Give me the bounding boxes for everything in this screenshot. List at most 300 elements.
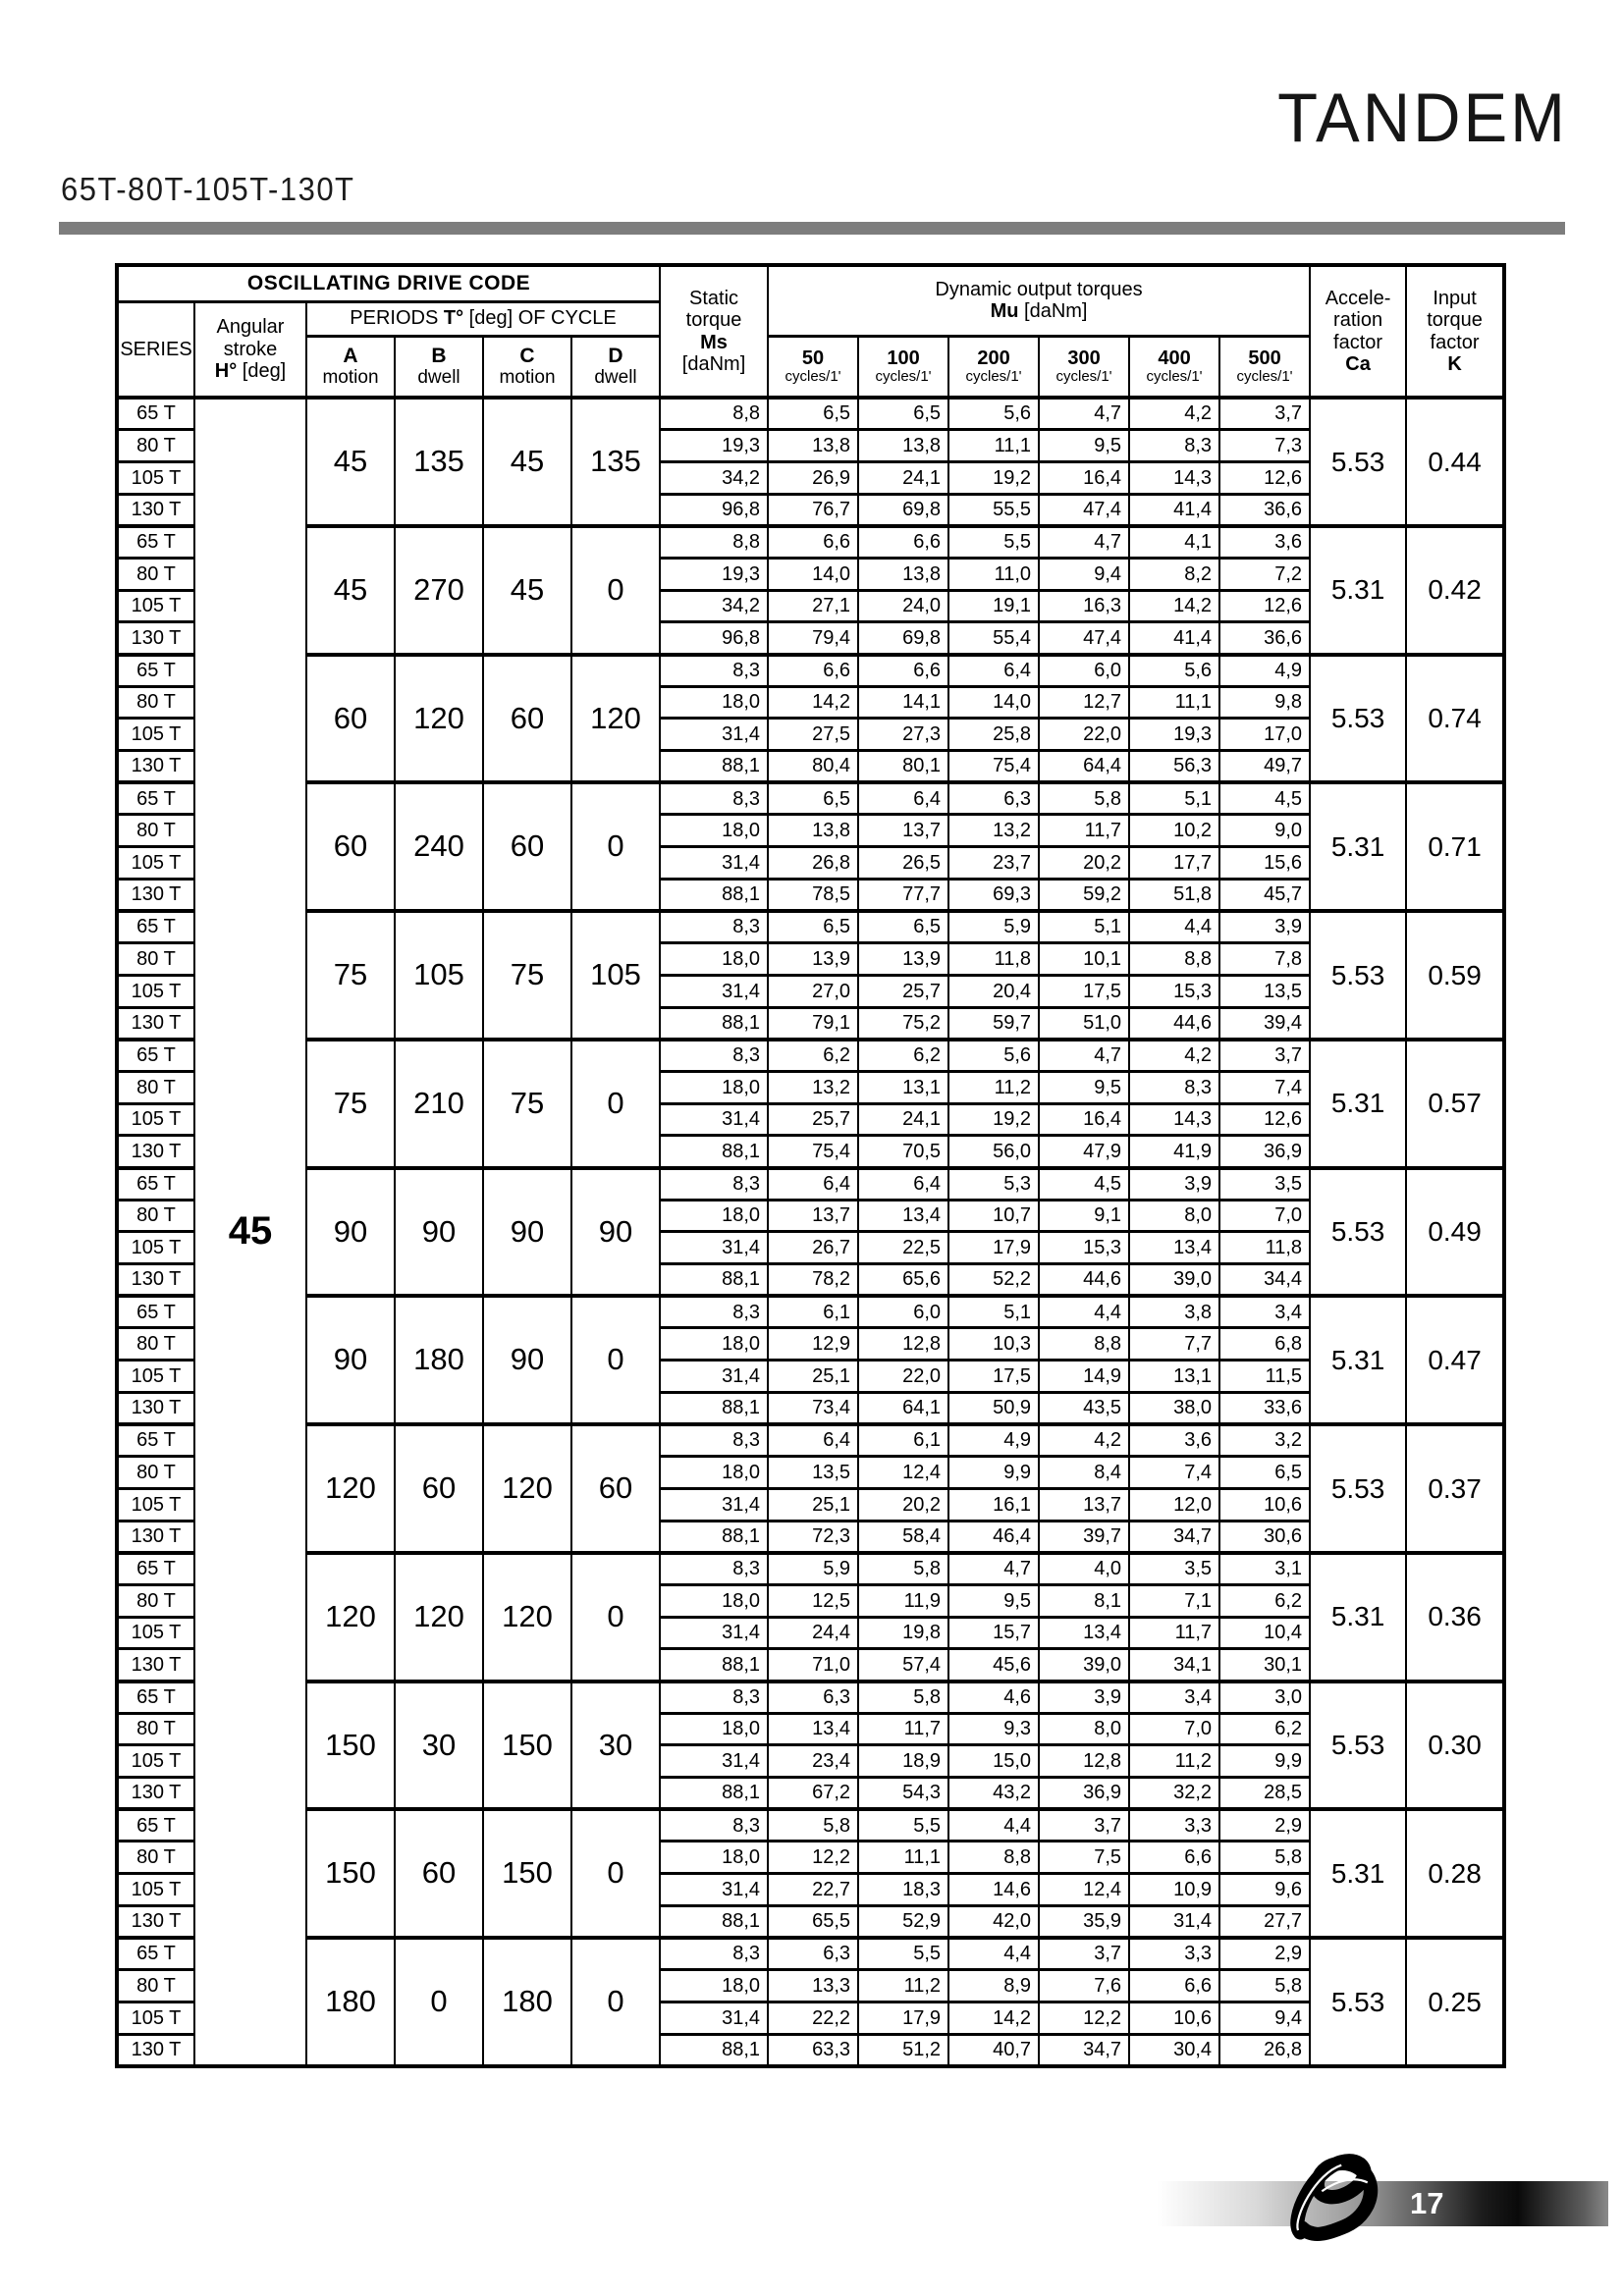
dynamic-torque-value: 52,2	[948, 1264, 1039, 1297]
series-label: 65 T	[117, 398, 194, 430]
series-label: 65 T	[117, 1553, 194, 1585]
period-d-value: 0	[571, 1296, 660, 1424]
static-torque-symbol: Ms	[700, 331, 728, 353]
period-d-value: 60	[571, 1424, 660, 1553]
table-row	[117, 526, 1504, 559]
series-label: 80 T	[117, 1071, 194, 1103]
cycles-number: 50	[801, 347, 825, 369]
input-line3: factor	[1430, 331, 1480, 353]
dynamic-torque-value: 41,4	[1129, 494, 1219, 526]
dynamic-torque-value: 80,1	[858, 751, 948, 783]
series-label: 105 T	[117, 590, 194, 622]
period-a-value: 45	[306, 398, 395, 526]
cycles-col-header-500	[1219, 336, 1310, 398]
cycles-col-header-300	[1039, 336, 1129, 398]
dynamic-torque-value: 5,8	[1219, 1842, 1310, 1874]
dynamic-torque-value: 43,5	[1039, 1392, 1129, 1424]
static-torque-value: 8,3	[660, 1682, 768, 1714]
dynamic-torque-value: 20,2	[1039, 847, 1129, 880]
dynamic-torque-value: 12,2	[768, 1842, 858, 1874]
dynamic-torque-value: 8,0	[1129, 1200, 1219, 1232]
dynamic-torque-value: 13,1	[858, 1071, 948, 1103]
period-b-value: 180	[395, 1296, 483, 1424]
series-label: 105 T	[117, 461, 194, 494]
dynamic-torque-value: 26,8	[768, 847, 858, 880]
dynamic-torque-value: 6,6	[1129, 1842, 1219, 1874]
period-c-value: 60	[483, 782, 571, 911]
dynamic-torque-value: 27,7	[1219, 1905, 1310, 1938]
period-d-value: 90	[571, 1168, 660, 1297]
dynamic-torque-value: 12,2	[1039, 2002, 1129, 2034]
dynamic-torque-value: 65,6	[858, 1264, 948, 1297]
series-label: 130 T	[117, 1136, 194, 1168]
input-torque-factor-value: 0.30	[1406, 1682, 1504, 1810]
period-b-value: 90	[395, 1168, 483, 1297]
dynamic-torque-value: 16,4	[1039, 461, 1129, 494]
dynamic-torque-value: 47,4	[1039, 494, 1129, 526]
dynamic-torque-value: 6,2	[1219, 1584, 1310, 1617]
dynamic-torque-value: 9,8	[1219, 686, 1310, 719]
dynamic-torque-value: 50,9	[948, 1392, 1039, 1424]
period-c-value: 75	[483, 1040, 571, 1168]
dynamic-torque-value: 3,9	[1129, 1168, 1219, 1201]
period-b-value: 105	[395, 911, 483, 1040]
dynamic-torque-value: 6,5	[768, 398, 858, 430]
dynamic-torque-value: 9,5	[1039, 430, 1129, 462]
dynamic-torque-value: 15,3	[1039, 1232, 1129, 1264]
dynamic-torque-value: 10,1	[1039, 943, 1129, 976]
dynamic-torque-value: 22,0	[1039, 719, 1129, 751]
dynamic-torque-value: 34,1	[1129, 1649, 1219, 1682]
static-torque-value: 34,2	[660, 461, 768, 494]
static-torque-value: 18,0	[660, 1842, 768, 1874]
dynamic-torque-value: 13,2	[768, 1071, 858, 1103]
dynamic-torque-value: 14,1	[858, 686, 948, 719]
dynamic-torque-value: 4,6	[948, 1682, 1039, 1714]
input-torque-factor-header	[1406, 265, 1504, 398]
acceleration-factor-value: 5.53	[1310, 911, 1406, 1040]
dynamic-torque-value: 17,7	[1129, 847, 1219, 880]
dynamic-torque-value: 24,4	[768, 1617, 858, 1649]
dynamic-torque-value: 8,2	[1129, 558, 1219, 590]
brand-logo-knot-icon	[1284, 2148, 1394, 2250]
dynamic-torque-value: 6,5	[768, 782, 858, 815]
dynamic-torque-value: 3,5	[1219, 1168, 1310, 1201]
dynamic-torque-value: 17,0	[1219, 719, 1310, 751]
dynamic-torque-value: 75,4	[768, 1136, 858, 1168]
dynamic-torque-value: 13,5	[768, 1457, 858, 1489]
dynamic-torque-value: 5,5	[858, 1938, 948, 1970]
dynamic-torque-value: 22,2	[768, 2002, 858, 2034]
static-torque-value: 19,3	[660, 430, 768, 462]
dynamic-torque-value: 18,3	[858, 1874, 948, 1906]
dynamic-torque-value: 14,3	[1129, 1103, 1219, 1136]
accel-line2: ration	[1333, 309, 1383, 332]
dynamic-torque-value: 27,0	[768, 975, 858, 1007]
series-label: 105 T	[117, 719, 194, 751]
dynamic-torque-value: 78,2	[768, 1264, 858, 1297]
dynamic-torque-value: 79,4	[768, 622, 858, 655]
series-label: 80 T	[117, 815, 194, 847]
series-label: 80 T	[117, 1842, 194, 1874]
period-col-header-c	[483, 336, 571, 398]
dynamic-torque-value: 24,1	[858, 461, 948, 494]
dynamic-torque-value: 45,6	[948, 1649, 1039, 1682]
dynamic-torque-value: 3,8	[1129, 1296, 1219, 1328]
dynamic-torque-value: 4,7	[1039, 398, 1129, 430]
torque-table	[115, 263, 1506, 2068]
dynamic-torque-value: 5,8	[1039, 782, 1129, 815]
dynamic-torque-value: 9,9	[1219, 1745, 1310, 1778]
angular-symbol-line: H° [deg]	[214, 359, 287, 382]
dynamic-torque-value: 39,7	[1039, 1521, 1129, 1553]
series-label: 80 T	[117, 686, 194, 719]
dynamic-torque-value: 19,3	[1129, 719, 1219, 751]
table-row	[117, 911, 1504, 943]
acceleration-factor-value: 5.53	[1310, 655, 1406, 783]
period-c-value: 45	[483, 398, 571, 526]
dynamic-torque-value: 26,7	[768, 1232, 858, 1264]
dynamic-torque-value: 17,9	[948, 1232, 1039, 1264]
dynamic-torque-value: 11,2	[858, 1970, 948, 2002]
dynamic-torque-value: 11,9	[858, 1584, 948, 1617]
period-c-value: 75	[483, 911, 571, 1040]
series-label: 65 T	[117, 1809, 194, 1842]
dynamic-torque-value: 36,6	[1219, 622, 1310, 655]
dynamic-torque-value: 46,4	[948, 1521, 1039, 1553]
dynamic-torque-value: 28,5	[1219, 1778, 1310, 1810]
cycles-unit: cycles/1'	[875, 368, 932, 386]
dynamic-torque-value: 44,6	[1129, 1007, 1219, 1040]
dynamic-torque-value: 12,4	[1039, 1874, 1129, 1906]
static-torque-value: 88,1	[660, 879, 768, 911]
static-torque-value: 18,0	[660, 1328, 768, 1361]
dynamic-torque-value: 7,0	[1219, 1200, 1310, 1232]
series-label: 80 T	[117, 1584, 194, 1617]
dynamic-torque-value: 3,7	[1039, 1938, 1129, 1970]
dynamic-torque-value: 26,8	[1219, 2034, 1310, 2066]
dynamic-torque-value: 7,6	[1039, 1970, 1129, 2002]
series-label: 65 T	[117, 655, 194, 687]
oscillating-drive-code-header: OSCILLATING DRIVE CODE	[117, 265, 660, 301]
angular-line2: stroke	[223, 338, 278, 360]
acceleration-factor-value: 5.31	[1310, 526, 1406, 655]
period-d-value: 30	[571, 1682, 660, 1810]
dynamic-torque-value: 13,3	[768, 1970, 858, 2002]
dynamic-torque-value: 13,1	[1129, 1361, 1219, 1393]
period-sub: dwell	[594, 367, 637, 389]
dynamic-torque-value: 11,8	[948, 943, 1039, 976]
series-label: 105 T	[117, 1745, 194, 1778]
dynamic-torque-value: 9,5	[948, 1584, 1039, 1617]
dynamic-torque-value: 57,4	[858, 1649, 948, 1682]
dynamic-torque-value: 38,0	[1129, 1392, 1219, 1424]
dynamic-torque-value: 72,3	[768, 1521, 858, 1553]
static-torque-value: 8,3	[660, 1296, 768, 1328]
dynamic-torque-value: 6,4	[858, 782, 948, 815]
dynamic-torque-value: 6,8	[1219, 1328, 1310, 1361]
static-torque-value: 31,4	[660, 1745, 768, 1778]
dynamic-torque-value: 27,3	[858, 719, 948, 751]
period-c-value: 150	[483, 1809, 571, 1938]
dynamic-torque-value: 11,1	[948, 430, 1039, 462]
series-label: 105 T	[117, 975, 194, 1007]
acceleration-factor-value: 5.53	[1310, 1424, 1406, 1553]
dynamic-torque-value: 6,6	[768, 526, 858, 559]
dynamic-torque-value: 54,3	[858, 1778, 948, 1810]
period-a-value: 150	[306, 1809, 395, 1938]
series-label: 80 T	[117, 558, 194, 590]
dynamic-torque-value: 3,7	[1219, 398, 1310, 430]
dynamic-torque-value: 8,8	[1039, 1328, 1129, 1361]
acceleration-factor-header	[1310, 265, 1406, 398]
table-row	[117, 1553, 1504, 1585]
dynamic-torque-value: 12,4	[858, 1457, 948, 1489]
static-torque-value: 8,3	[660, 1553, 768, 1585]
dynamic-torque-value: 25,7	[858, 975, 948, 1007]
dynamic-torque-value: 30,1	[1219, 1649, 1310, 1682]
cycles-unit: cycles/1'	[1146, 368, 1203, 386]
dynamic-torque-value: 13,9	[768, 943, 858, 976]
dynamic-torque-value: 33,6	[1219, 1392, 1310, 1424]
static-torque-value: 88,1	[660, 1264, 768, 1297]
input-torque-factor-value: 0.74	[1406, 655, 1504, 783]
dynamic-torque-value: 64,1	[858, 1392, 948, 1424]
dynamic-torque-value: 59,2	[1039, 879, 1129, 911]
acceleration-factor-value: 5.31	[1310, 1809, 1406, 1938]
series-label: 65 T	[117, 1424, 194, 1457]
static-torque-value: 18,0	[660, 686, 768, 719]
dynamic-torque-value: 6,2	[1219, 1713, 1310, 1745]
brand-title: TANDEM	[1277, 80, 1568, 157]
dynamic-torque-value: 73,4	[768, 1392, 858, 1424]
dynamic-torque-value: 58,4	[858, 1521, 948, 1553]
dynamic-torque-value: 6,3	[768, 1682, 858, 1714]
cycles-number: 100	[887, 347, 920, 369]
dynamic-torque-value: 13,7	[858, 815, 948, 847]
static-torque-value: 88,1	[660, 2034, 768, 2066]
cycles-number: 400	[1158, 347, 1191, 369]
dynamic-torque-value: 6,2	[768, 1040, 858, 1072]
period-col-header-a	[306, 336, 395, 398]
period-c-value: 120	[483, 1424, 571, 1553]
static-torque-value: 88,1	[660, 1778, 768, 1810]
angular-stroke-header	[194, 301, 306, 398]
dynamic-torque-value: 25,1	[768, 1488, 858, 1521]
dynamic-torque-value: 8,1	[1039, 1584, 1129, 1617]
dynamic-torque-value: 14,6	[948, 1874, 1039, 1906]
dynamic-torque-value: 19,8	[858, 1617, 948, 1649]
dynamic-torque-value: 25,8	[948, 719, 1039, 751]
period-d-value: 0	[571, 1809, 660, 1938]
static-torque-value: 8,3	[660, 1938, 768, 1970]
period-b-value: 0	[395, 1938, 483, 2066]
dynamic-torque-value: 3,6	[1219, 526, 1310, 559]
static-torque-unit: [daNm]	[681, 352, 746, 375]
dynamic-torque-value: 64,4	[1039, 751, 1129, 783]
acceleration-factor-value: 5.53	[1310, 1938, 1406, 2066]
dynamic-torque-value: 7,0	[1129, 1713, 1219, 1745]
series-label: 105 T	[117, 1361, 194, 1393]
dynamic-torque-value: 14,2	[768, 686, 858, 719]
dynamic-torque-value: 13,4	[858, 1200, 948, 1232]
period-d-value: 0	[571, 782, 660, 911]
dynamic-torque-value: 6,6	[858, 655, 948, 687]
dynamic-torques-symbol-line: Mu [daNm]	[990, 300, 1088, 323]
dynamic-torque-value: 9,0	[1219, 815, 1310, 847]
dynamic-torque-value: 6,4	[768, 1424, 858, 1457]
period-a-value: 75	[306, 911, 395, 1040]
dynamic-torque-value: 10,7	[948, 1200, 1039, 1232]
dynamic-torque-value: 12,7	[1039, 686, 1129, 719]
dynamic-torque-value: 6,3	[948, 782, 1039, 815]
dynamic-torque-value: 13,4	[1039, 1617, 1129, 1649]
dynamic-torque-value: 3,3	[1129, 1938, 1219, 1970]
period-a-value: 90	[306, 1296, 395, 1424]
dynamic-torque-value: 80,4	[768, 751, 858, 783]
dynamic-torque-value: 25,1	[768, 1361, 858, 1393]
static-torque-value: 31,4	[660, 847, 768, 880]
series-label: 65 T	[117, 1938, 194, 1970]
dynamic-torque-value: 8,4	[1039, 1457, 1129, 1489]
static-torque-value: 88,1	[660, 1649, 768, 1682]
dynamic-torque-value: 13,7	[1039, 1488, 1129, 1521]
dynamic-torque-value: 6,6	[768, 655, 858, 687]
static-torque-value: 31,4	[660, 1617, 768, 1649]
static-torque-value: 18,0	[660, 943, 768, 976]
dynamic-torque-value: 16,3	[1039, 590, 1129, 622]
series-label: 65 T	[117, 911, 194, 943]
period-a-value: 150	[306, 1682, 395, 1810]
dynamic-torque-value: 7,4	[1129, 1457, 1219, 1489]
dynamic-torque-value: 24,0	[858, 590, 948, 622]
series-label: 65 T	[117, 1296, 194, 1328]
dynamic-torque-value: 17,5	[1039, 975, 1129, 1007]
series-label: 65 T	[117, 526, 194, 559]
dynamic-torque-value: 41,9	[1129, 1136, 1219, 1168]
dynamic-torque-value: 59,7	[948, 1007, 1039, 1040]
dynamic-torque-value: 5,8	[1219, 1970, 1310, 2002]
acceleration-factor-value: 5.53	[1310, 1168, 1406, 1297]
dynamic-torque-value: 3,0	[1219, 1682, 1310, 1714]
series-label: 130 T	[117, 1392, 194, 1424]
dynamic-torque-value: 34,7	[1039, 2034, 1129, 2066]
dynamic-torque-value: 7,2	[1219, 558, 1310, 590]
series-label: 105 T	[117, 1617, 194, 1649]
static-torque-line2: torque	[685, 309, 742, 332]
dynamic-torque-value: 5,6	[948, 398, 1039, 430]
dynamic-torque-value: 22,5	[858, 1232, 948, 1264]
cycles-unit: cycles/1'	[965, 368, 1022, 386]
table-row	[117, 1296, 1504, 1328]
period-b-value: 30	[395, 1682, 483, 1810]
cycles-col-header-50	[768, 336, 858, 398]
dynamic-torque-value: 4,4	[948, 1938, 1039, 1970]
static-torque-value: 88,1	[660, 751, 768, 783]
static-torque-value: 34,2	[660, 590, 768, 622]
series-label: 105 T	[117, 1488, 194, 1521]
dynamic-torque-value: 23,4	[768, 1745, 858, 1778]
static-torque-value: 31,4	[660, 1103, 768, 1136]
dynamic-torque-value: 7,3	[1219, 430, 1310, 462]
period-sub: motion	[322, 367, 379, 389]
series-label: 105 T	[117, 2002, 194, 2034]
series-label: 130 T	[117, 1007, 194, 1040]
dynamic-torque-value: 4,7	[1039, 1040, 1129, 1072]
dynamic-torque-value: 56,0	[948, 1136, 1039, 1168]
series-label: 65 T	[117, 1168, 194, 1201]
dynamic-torque-value: 5,9	[768, 1553, 858, 1585]
period-c-value: 45	[483, 526, 571, 655]
period-c-value: 150	[483, 1682, 571, 1810]
static-torque-value: 31,4	[660, 719, 768, 751]
cycles-number: 500	[1248, 347, 1281, 369]
series-label: 105 T	[117, 847, 194, 880]
dynamic-torque-value: 11,1	[858, 1842, 948, 1874]
dynamic-torque-value: 22,7	[768, 1874, 858, 1906]
dynamic-torque-value: 6,5	[1219, 1457, 1310, 1489]
acceleration-factor-value: 5.53	[1310, 1682, 1406, 1810]
dynamic-torque-value: 3,3	[1129, 1809, 1219, 1842]
dynamic-torque-value: 11,7	[1129, 1617, 1219, 1649]
page-number: 17	[1410, 2186, 1444, 2220]
dynamic-torque-value: 13,4	[1129, 1232, 1219, 1264]
dynamic-torque-value: 52,9	[858, 1905, 948, 1938]
dynamic-torque-value: 11,2	[1129, 1745, 1219, 1778]
dynamic-torque-value: 71,0	[768, 1649, 858, 1682]
static-torque-value: 31,4	[660, 1361, 768, 1393]
dynamic-torque-value: 42,0	[948, 1905, 1039, 1938]
dynamic-torque-value: 3,9	[1219, 911, 1310, 943]
dynamic-torque-value: 5,5	[858, 1809, 948, 1842]
cycles-unit: cycles/1'	[784, 368, 841, 386]
cycles-number: 200	[977, 347, 1010, 369]
static-torque-value: 31,4	[660, 1232, 768, 1264]
series-label: 80 T	[117, 1200, 194, 1232]
input-torque-factor-value: 0.28	[1406, 1809, 1504, 1938]
period-sub: motion	[499, 367, 556, 389]
period-d-value: 0	[571, 526, 660, 655]
static-torque-value: 31,4	[660, 1488, 768, 1521]
dynamic-torque-value: 12,6	[1219, 590, 1310, 622]
acceleration-factor-value: 5.31	[1310, 782, 1406, 911]
dynamic-torque-value: 23,7	[948, 847, 1039, 880]
dynamic-torque-value: 4,4	[1039, 1296, 1129, 1328]
series-label: 65 T	[117, 1040, 194, 1072]
cycles-unit: cycles/1'	[1236, 368, 1293, 386]
dynamic-torque-value: 51,2	[858, 2034, 948, 2066]
static-torque-value: 8,8	[660, 398, 768, 430]
input-torque-factor-value: 0.57	[1406, 1040, 1504, 1168]
dynamic-torque-value: 14,0	[948, 686, 1039, 719]
dynamic-torque-value: 13,7	[768, 1200, 858, 1232]
dynamic-torque-value: 4,4	[1129, 911, 1219, 943]
dynamic-torque-value: 3,6	[1129, 1424, 1219, 1457]
period-sub: dwell	[417, 367, 460, 389]
dynamic-torque-value: 9,3	[948, 1713, 1039, 1745]
dynamic-torque-value: 76,7	[768, 494, 858, 526]
dynamic-torque-value: 41,4	[1129, 622, 1219, 655]
dynamic-torque-value: 13,8	[768, 430, 858, 462]
dynamic-torque-value: 20,4	[948, 975, 1039, 1007]
dynamic-torque-value: 19,1	[948, 590, 1039, 622]
input-torque-factor-value: 0.47	[1406, 1296, 1504, 1424]
series-label: 105 T	[117, 1103, 194, 1136]
dynamic-torque-value: 69,8	[858, 494, 948, 526]
dynamic-torque-value: 27,5	[768, 719, 858, 751]
dynamic-torque-value: 10,6	[1129, 2002, 1219, 2034]
input-torque-factor-value: 0.37	[1406, 1424, 1504, 1553]
